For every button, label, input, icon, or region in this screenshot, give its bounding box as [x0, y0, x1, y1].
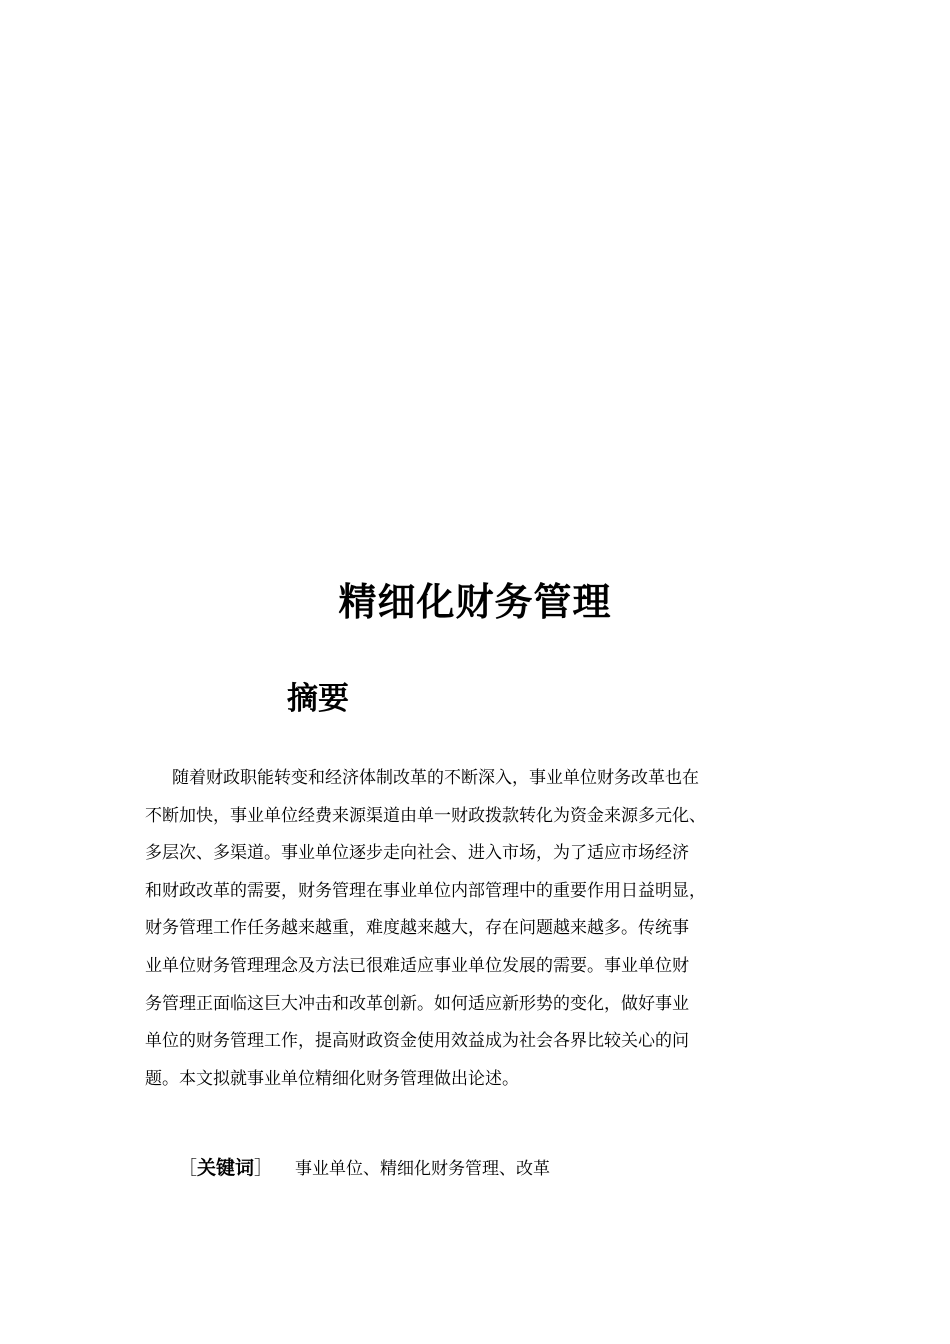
abstract-line: 多层次、多渠道。事业单位逐步走向社会、进入市场，为了适应市场经济: [145, 843, 689, 864]
abstract-line: 题。本文拟就事业单位精细化财务管理做出论述。: [145, 1068, 519, 1089]
keywords-bracket-close: ］: [254, 1157, 274, 1179]
abstract-line: 不断加快，事业单位经费来源渠道由单一财政拨款转化为资金来源多元化、: [145, 805, 706, 826]
abstract-line: 财务管理工作任务越来越重，难度越来越大，存在问题越来越多。传统事: [145, 918, 689, 939]
keywords-label-text: 关键词: [197, 1157, 255, 1179]
abstract-paragraph: [145, 760, 797, 1098]
keywords-bracket-open: ［: [178, 1157, 198, 1179]
abstract-line: 和财政改革的需要，财务管理在事业单位内部管理中的重要作用日益明显，: [145, 880, 706, 901]
abstract-heading: 摘要: [287, 681, 349, 717]
document-title: 精细化财务管理: [338, 580, 612, 624]
keywords-label: [178, 1157, 273, 1179]
abstract-line: 单位的财务管理工作，提高财政资金使用效益成为社会各界比较关心的问: [145, 1031, 689, 1052]
abstract-line: 务管理正面临这巨大冲击和改革创新。如何适应新形势的变化，做好事业: [145, 993, 689, 1014]
keywords-text: 事业单位、精细化财务管理、改革: [295, 1159, 551, 1179]
abstract-line: 随着财政职能转变和经济体制改革的不断深入，事业单位财务改革也在: [172, 768, 699, 788]
keywords-line: [178, 1150, 550, 1187]
abstract-line: 业单位财务管理理念及方法已很难适应事业单位发展的需要。事业单位财: [145, 955, 689, 976]
